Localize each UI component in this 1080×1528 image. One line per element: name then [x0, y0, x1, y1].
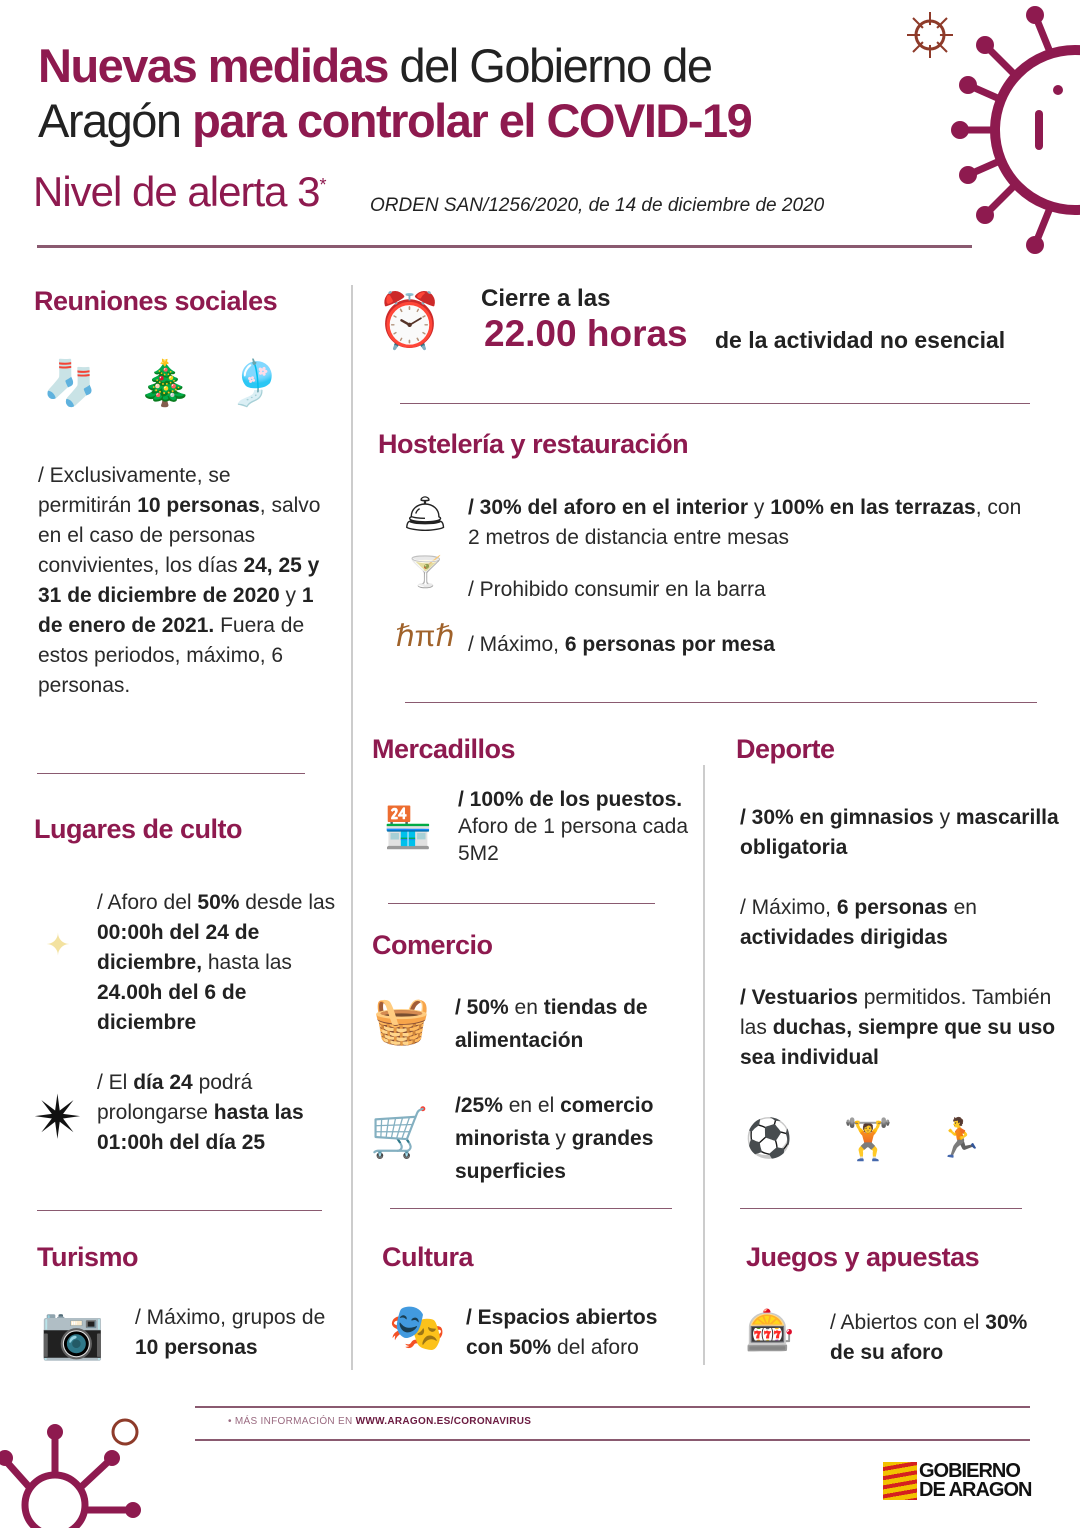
text-bold-segment: / 100% de los puestos. — [458, 788, 683, 811]
section-title-cultura: Cultura — [382, 1242, 473, 1272]
section-title-hosteleria: Hostelería y restauración — [378, 429, 689, 459]
text-segment: y — [279, 584, 302, 607]
small-virus-icon — [905, 10, 955, 60]
text-segment: / Exclusivamente, se permitirán — [38, 464, 231, 517]
section-title-deporte: Deporte — [736, 734, 835, 764]
star-icon: ✴ — [32, 1083, 84, 1151]
comercio-minorista-text — [455, 1089, 700, 1188]
alarm-clock-icon: ⏰ — [376, 290, 444, 351]
text-segment: en — [947, 896, 977, 919]
market-stall-icon: 🏪 — [383, 806, 433, 850]
section-title-juegos: Juegos y apuestas — [746, 1242, 980, 1272]
text-bold-segment: 1 de enero de 2021. — [38, 584, 314, 637]
footer-info-label: MÁS INFORMACIÓN EN — [234, 1416, 356, 1427]
virus-icon — [940, 0, 1080, 260]
text-bold-segment: 6 personas por mesa — [564, 633, 775, 656]
section-title-comercio: Comercio — [372, 930, 493, 960]
text-segment: , salvo en el caso de personas convivientes, los días — [38, 494, 321, 577]
logo-line2: DE ARAGON — [919, 1479, 1032, 1501]
column-divider-right — [703, 765, 705, 1365]
closing-rest: de la actividad no esencial — [715, 327, 1006, 353]
text-segment: permitidos. También las — [740, 986, 1052, 1039]
text-bold-segment: duchas, siempre que su uso sea individual — [740, 1016, 1056, 1069]
comercio-alimentacion-text — [455, 991, 695, 1057]
text-bold-segment: 10 personas — [137, 494, 260, 517]
deporte-vestuarios-text — [740, 983, 1070, 1073]
text-bold-segment: /25% — [455, 1094, 503, 1117]
theater-masks-icon: 🎭 — [388, 1301, 447, 1353]
order-reference: ORDEN SAN/1256/2020, de 14 de diciembre de 2020 — [370, 195, 825, 216]
aragon-flag-icon — [883, 1462, 917, 1500]
hosteleria-mesa-text — [468, 630, 1028, 660]
text-bold-segment: / 30% en gimnasios — [740, 806, 934, 829]
title-plain-2: Aragón — [38, 94, 193, 147]
reuniones-text — [38, 461, 323, 701]
text-segment: / El — [97, 1071, 134, 1094]
text-bold-segment: 100% en las terrazas — [770, 496, 976, 519]
poker-chips-icon: 🎰 — [745, 1308, 795, 1353]
text-segment: / Aforo del — [97, 891, 198, 914]
mercadillos-text — [458, 786, 688, 867]
text-bold-segment: mascarilla obligatoria — [740, 806, 1059, 859]
column-divider — [351, 285, 353, 1370]
title-bold-2: para controlar el COVID-19 — [192, 94, 752, 147]
section-title-mercadillos: Mercadillos — [372, 734, 516, 764]
text-bold-segment: día 24 — [133, 1071, 193, 1094]
section-title-turismo: Turismo — [37, 1242, 139, 1272]
gobierno-aragon-logo — [883, 1462, 1031, 1500]
turismo-text — [135, 1303, 345, 1363]
text-segment: / Máximo, — [740, 896, 837, 919]
text-segment: en el — [502, 1094, 561, 1117]
alert-label: Nivel de alerta 3 — [33, 168, 320, 215]
text-segment: / Máximo, grupos de — [135, 1306, 326, 1329]
alert-asterisk: * — [319, 175, 326, 195]
food-basket-icon: 🧺 — [373, 993, 431, 1046]
text-bold-segment: actividades dirigidas — [740, 926, 948, 949]
shopping-cart-icon: 🛒 — [369, 1107, 430, 1160]
text-bold-segment: 10 personas — [135, 1336, 258, 1359]
divider — [388, 903, 655, 904]
text-segment: , con 2 metros de distancia entre mesas — [468, 496, 1022, 549]
text-bold-segment: / Espacios abiertos con 50% — [466, 1306, 658, 1359]
alert-level — [33, 168, 326, 216]
text-segment: / Abiertos con el — [830, 1311, 986, 1334]
text-segment: / Máximo, — [468, 633, 565, 656]
title-rest-1: del Gobierno de — [387, 39, 712, 92]
text-bold-segment: comercio minorista — [455, 1094, 654, 1150]
culto-dia24-text — [97, 1068, 337, 1158]
text-bold-segment: 24.00h del 6 de diciembre — [97, 981, 247, 1034]
virus-bottom-icon — [0, 1410, 150, 1528]
footer-info: • MÁS INFORMACIÓN EN WWW.ARAGON.ES/CORONAVIRUS — [228, 1416, 532, 1427]
text-segment: hasta las — [202, 951, 292, 974]
header-divider — [37, 245, 972, 248]
culto-aforo-text — [97, 888, 347, 1038]
deporte-actividades-text — [740, 893, 1060, 953]
text-segment: y — [549, 1127, 572, 1150]
section-title-culto: Lugares de culto — [34, 814, 243, 844]
text-bold-segment: 00:00h del 24 de diciembre, — [97, 921, 260, 974]
runner-icon: 🏃 — [936, 1118, 984, 1160]
divider — [400, 403, 1030, 404]
title-bold-1: Nuevas medidas — [38, 39, 388, 92]
text-bold-segment: 6 personas — [836, 896, 948, 919]
text-segment: podrá prolongarse — [97, 1071, 253, 1124]
hosteleria-aforo-text — [468, 493, 1038, 553]
juegos-text — [830, 1308, 1050, 1368]
text-bold-segment: 50% — [197, 891, 240, 914]
hosteleria-barra-text — [468, 575, 1028, 605]
section-title-reuniones: Reuniones sociales — [34, 286, 278, 316]
divider — [37, 773, 305, 774]
text-segment: del aforo — [551, 1336, 639, 1359]
ornaments-icon: 🎐 — [227, 358, 283, 408]
text-segment: Fuera de estos periodos, máximo, 6 personas. — [38, 614, 305, 697]
footer-divider-bottom — [195, 1439, 1030, 1441]
text-bold-segment: 30% de su aforo — [830, 1311, 1028, 1364]
soccer-ball-icon: ⚽ — [745, 1118, 793, 1160]
page-title — [38, 38, 751, 148]
text-bold-segment: / 30% del aforo en el interior — [468, 496, 749, 519]
text-bold-segment: / Vestuarios — [740, 986, 858, 1009]
divider — [405, 702, 1037, 703]
text-segment: y — [933, 806, 956, 829]
text-segment: y — [748, 496, 771, 519]
deporte-gimnasios-text — [740, 803, 1060, 863]
text-segment: desde las — [239, 891, 336, 914]
weightlifter-icon: 🏋 — [843, 1117, 893, 1162]
footer-url-link[interactable]: WWW.ARAGON.ES/CORONAVIRUS — [355, 1416, 532, 1427]
text-bold-segment: hasta las 01:00h del día 25 — [97, 1101, 304, 1154]
christmas-tree-icon: 🎄 — [137, 358, 193, 408]
text-segment: Aforo de 1 persona cada 5M2 — [458, 815, 688, 865]
sparkle-icon: ✦ — [45, 928, 71, 962]
text-bold-segment: 24, 25 y 31 de diciembre de 2020 — [38, 554, 320, 607]
cultura-text — [466, 1303, 696, 1363]
closing-time: 22.00 horas — [484, 313, 688, 354]
text-bold-segment: / 50% — [455, 996, 509, 1019]
text-segment: / Prohibido consumir en la barra — [468, 578, 766, 601]
camera-icon: 📷 — [40, 1304, 105, 1362]
text-bold-segment: grandes superficies — [455, 1127, 654, 1183]
closing-label: Cierre a las — [481, 285, 611, 312]
divider — [390, 1208, 672, 1209]
logo-line1: GOBIERNO — [919, 1460, 1020, 1482]
text-bold-segment: tiendas de alimentación — [455, 996, 648, 1052]
cloche-icon: 🛎 — [402, 493, 448, 534]
divider — [740, 1208, 1022, 1209]
footer-divider-top — [195, 1406, 1030, 1408]
text-segment: en — [508, 996, 544, 1019]
stocking-icon: 🧦 — [42, 358, 98, 408]
cocktail-icon: 🍸 — [407, 556, 445, 589]
table-chairs-icon: ℏπℏ — [395, 619, 455, 653]
divider — [37, 1210, 322, 1211]
